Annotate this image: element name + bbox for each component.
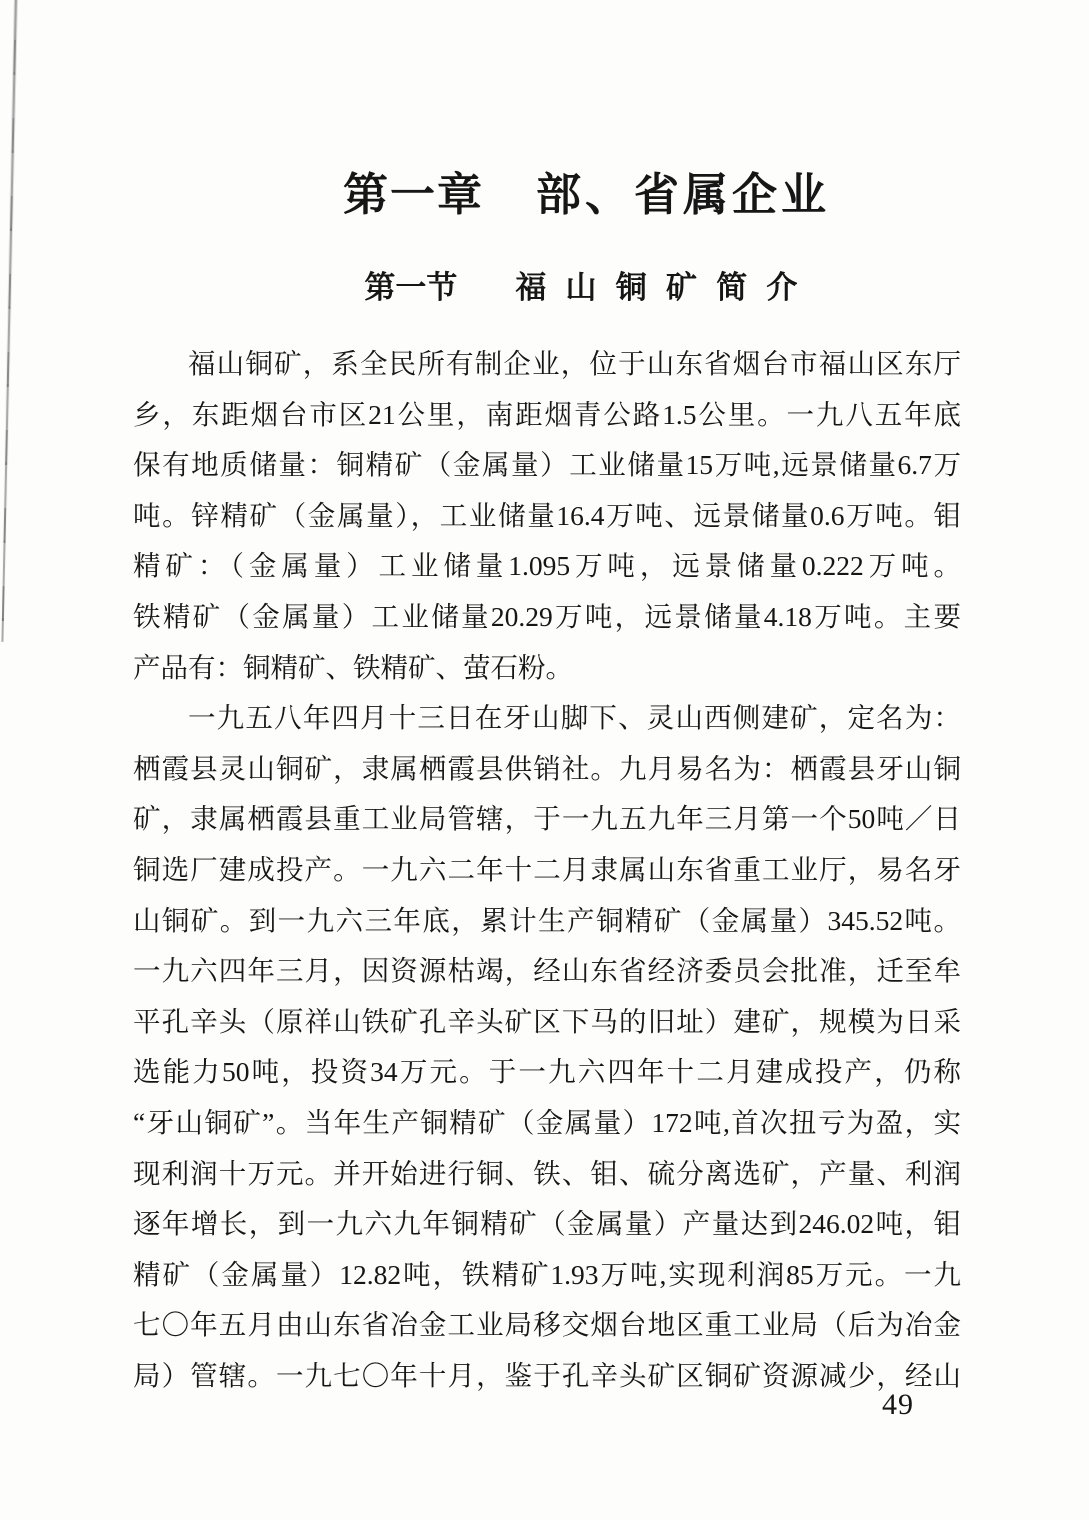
section-title: 福山铜矿简介 [515,270,817,305]
text-line: 七〇年五月由山东省冶金工业局移交烟台地区重工业局（后为冶金 [133,1309,961,1341]
section-heading [0,262,1089,307]
text-line: 产品有：铜精矿、铁精矿、萤石粉。 [133,651,573,683]
text-line: 铜选厂建成投产。一九六二年十二月隶属山东省重工业厅，易名牙 [133,853,961,885]
text-line: 选能力50吨，投资34万元。于一九六四年十二月建成投产，仍称 [133,1056,961,1088]
text-line: 矿，隶属栖霞县重工业局管辖，于一九五九年三月第一个50吨／日 [133,803,961,835]
page-number: 49 [882,1388,914,1421]
text-line: 精矿（金属量）12.82吨，铁精矿1.93万吨,实现利润85万元。一九 [133,1258,961,1290]
text-line: 一九五八年四月十三日在牙山脚下、灵山西侧建矿，定名为： [188,702,961,734]
text-line: 局）管辖。一九七〇年十月，鉴于孔辛头矿区铜矿资源减少，经山 [133,1359,961,1391]
text-line: “牙山铜矿”。当年生产铜精矿（金属量）172吨,首次扭亏为盈，实 [133,1106,961,1138]
text-line: 现利润十万元。并开始进行铜、铁、钼、硫分离选矿，产量、利润 [133,1157,961,1189]
chapter-label: 第一章 [342,169,484,220]
text-line: 吨。锌精矿（金属量），工业储量16.4万吨、远景储量0.6万吨。钼 [133,499,961,531]
text-line: 保有地质储量：铜精矿（金属量）工业储量15万吨,远景储量6.7万 [133,449,961,481]
text-line: 乡，东距烟台市区21公里，南距烟青公路1.5公里。一九八五年底 [133,398,961,430]
text-line: 山铜矿。到一九六三年底，累计生产铜精矿（金属量）345.52吨。 [133,904,961,936]
text-line: 平孔辛头（原祥山铁矿孔辛头矿区下马的旧址）建矿，规模为日采 [133,1005,961,1037]
text-line: 铁精矿（金属量）工业储量20.29万吨，远景储量4.18万吨。主要 [133,600,961,632]
text-line: 栖霞县灵山铜矿，隶属栖霞县供销社。九月易名为：栖霞县牙山铜 [133,752,961,784]
body-text [133,339,961,1401]
text-line: 逐年增长，到一九六九年铜精矿（金属量）产量达到246.02吨，钼 [133,1208,961,1240]
text-line: 一九六四年三月，因资源枯竭，经山东省经济委员会批准，迁至牟 [133,955,961,987]
text-line: 福山铜矿，系全民所有制企业，位于山东省烟台市福山区东厅 [188,348,961,379]
chapter-title [0,158,1089,223]
chapter-name: 部、省属企业 [536,169,831,220]
page-edge-scan-artifact [1,0,17,642]
text-line: 精矿：（金属量）工业储量1.095万吨，远景储量0.222万吨。 [133,550,961,582]
section-label: 第一节 [364,270,458,305]
